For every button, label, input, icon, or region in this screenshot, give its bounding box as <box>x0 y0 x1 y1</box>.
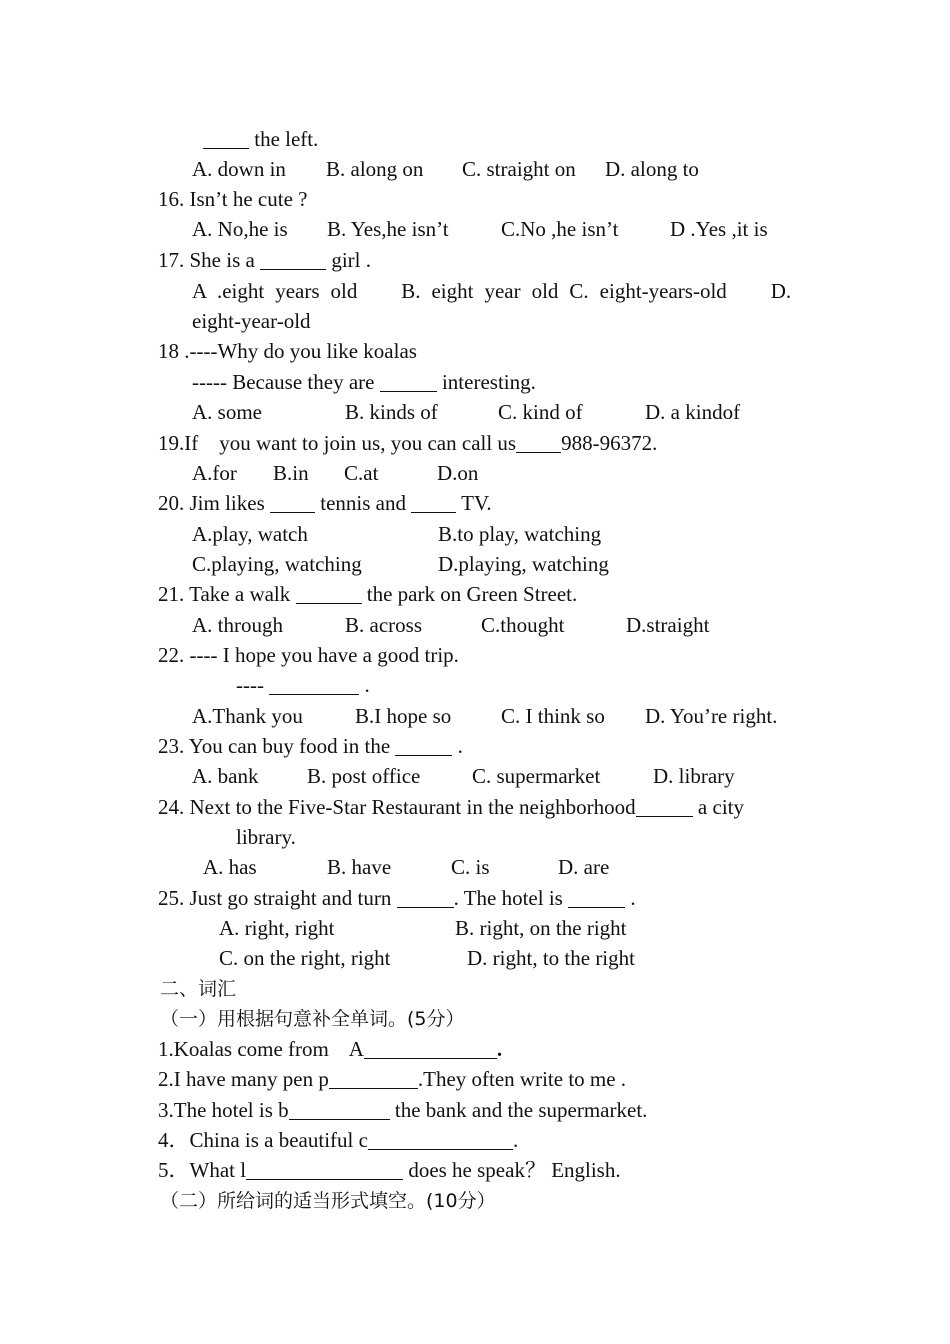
vocab-item-4 <box>158 1127 518 1153</box>
q24-stem-end: a city <box>692 795 744 819</box>
q16-option-a: A. No,he is <box>192 217 288 241</box>
q18-option-b: B. kinds of <box>345 400 438 424</box>
answer-blank[interactable] <box>364 1057 497 1059</box>
q20-stem <box>158 490 492 516</box>
answer-blank[interactable] <box>636 815 693 817</box>
vocab-item-3 <box>158 1097 647 1123</box>
vocab-item-end: the bank and the supermarket. <box>389 1098 648 1122</box>
q23-stem-end: . <box>452 734 463 758</box>
q17-option-d: D. <box>770 279 792 303</box>
q25-option-a: A. right, right <box>219 916 335 940</box>
vocab-item-text: 1.Koalas come from A <box>158 1037 364 1061</box>
q24-option-a: A. has <box>203 855 257 879</box>
q22-option-d: D. You’re right. <box>645 704 778 728</box>
q17-word: eight <box>431 279 474 303</box>
q19-stem-end: 988-96372. <box>561 431 658 455</box>
q23-stem-text: 23. You can buy food in the <box>158 734 396 758</box>
q17-word: old <box>531 279 559 303</box>
q18-option-a: A. some <box>192 400 262 424</box>
answer-blank[interactable] <box>260 268 326 270</box>
q19-stem <box>158 430 657 456</box>
q16-option-c: C.No ,he isn’t <box>501 217 619 241</box>
q25-option-b: B. right, on the right <box>455 916 627 940</box>
q20-option-b: B.to play, watching <box>438 522 602 546</box>
answer-blank[interactable] <box>289 1118 390 1120</box>
q20-stem-mid: tennis and <box>315 491 412 515</box>
answer-blank[interactable] <box>296 602 362 604</box>
q25-option-c: C. on the right, right <box>219 946 391 970</box>
q22-reply <box>236 672 370 698</box>
vocab-item-text: 2.I have many pen p <box>158 1067 329 1091</box>
answer-blank[interactable] <box>516 451 561 453</box>
q20-option-c: C.playing, watching <box>192 552 362 576</box>
q23-option-c: C. supermarket <box>472 764 601 788</box>
q17-option-c: C. <box>569 279 589 303</box>
q18-reply-end: interesting. <box>436 370 536 394</box>
q21-stem-end: the park on Green Street. <box>361 582 578 606</box>
vocab-item-1 <box>158 1036 502 1062</box>
q17-stem <box>158 247 371 273</box>
answer-blank[interactable] <box>568 906 625 908</box>
vocab-item-2 <box>158 1066 626 1092</box>
q18-option-d: D. a kindof <box>645 400 741 424</box>
section-heading: 二、词汇 <box>160 978 237 1000</box>
vocab-item-5 <box>158 1157 621 1183</box>
q21-option-b: B. across <box>345 613 422 637</box>
q15-tail: the left. <box>249 127 319 151</box>
q17-option-b: B. <box>401 279 421 303</box>
q21-stem-text: 21. Take a walk <box>158 582 296 606</box>
q18-reply <box>192 369 536 395</box>
q17-word: years <box>275 279 320 303</box>
q24-option-d: D. are <box>558 855 610 879</box>
answer-blank[interactable] <box>270 511 315 513</box>
q24-option-c: C. is <box>451 855 490 879</box>
q18-reply-text: ----- Because they are <box>192 370 380 394</box>
answer-blank[interactable] <box>246 1178 403 1180</box>
vocab-item-end: . <box>512 1128 519 1152</box>
q20-option-a: A.play, watch <box>192 522 308 546</box>
q22-reply-end: . <box>359 673 370 697</box>
q19-option-a: A.for <box>192 461 237 485</box>
vocab-item-end: .They often write to me . <box>417 1067 627 1091</box>
q21-option-d: D.straight <box>626 613 710 637</box>
vocab-item-text: 5．What l <box>158 1158 247 1182</box>
q15-option-d: D. along to <box>605 157 699 181</box>
answer-blank[interactable] <box>380 390 437 392</box>
q23-option-a: A. bank <box>192 764 259 788</box>
answer-blank[interactable] <box>329 1087 418 1089</box>
q24-stem-wrap: library. <box>236 825 296 849</box>
q17-options-line <box>192 278 791 304</box>
q16-option-b: B. Yes,he isn’t <box>327 217 449 241</box>
q21-stem <box>158 581 577 607</box>
q22-reply-text: ---- <box>236 673 270 697</box>
vocab-item-text: 3.The hotel is b <box>158 1098 289 1122</box>
q15-option-c: C. straight on <box>462 157 576 181</box>
q15-line <box>203 126 318 152</box>
q19-stem-text: 19.If you want to join us, you can call us <box>158 431 517 455</box>
part1-heading: （一）用根据句意补全单词。(5分） <box>160 1008 465 1030</box>
q20-stem-end: TV. <box>456 491 492 515</box>
q21-option-a: A. through <box>192 613 283 637</box>
q15-option-b: B. along on <box>326 157 424 181</box>
q22-option-c: C. I think so <box>501 704 605 728</box>
q17-stem-text: 17. She is a <box>158 248 261 272</box>
q25-stem-end: . <box>625 886 636 910</box>
q23-option-b: B. post office <box>307 764 421 788</box>
q20-stem-text: 20. Jim likes <box>158 491 271 515</box>
q17-word: eight-years-old <box>599 279 727 303</box>
q22-option-a: A.Thank you <box>192 704 303 728</box>
q18-stem: 18 .----Why do you like koalas <box>158 339 417 363</box>
vocab-item-text: 4．China is a beautiful c <box>158 1128 368 1152</box>
q25-stem <box>158 885 636 911</box>
q25-option-d: D. right, to the right <box>467 946 635 970</box>
q15-option-a: A. down in <box>192 157 286 181</box>
q24-option-b: B. have <box>327 855 392 879</box>
answer-blank[interactable] <box>397 906 454 908</box>
vocab-item-end: does he speak？ English. <box>403 1158 621 1182</box>
q17-word: year <box>484 279 521 303</box>
q25-stem-text: 25. Just go straight and turn <box>158 886 397 910</box>
q17-stem-text-end: girl . <box>326 248 371 272</box>
answer-blank[interactable] <box>269 693 359 695</box>
q16-option-d: D .Yes ,it is <box>670 217 768 241</box>
q22-stem: 22. ---- I hope you have a good trip. <box>158 643 459 667</box>
q24-stem-text: 24. Next to the Five-Star Restaurant in the neighborhood <box>158 795 636 819</box>
q25-stem-mid: . The hotel is <box>453 886 569 910</box>
q19-option-b: B.in <box>273 461 309 485</box>
answer-blank[interactable] <box>411 511 456 513</box>
q24-stem <box>158 794 744 820</box>
q20-option-d: D.playing, watching <box>438 552 609 576</box>
q17-option-d-text: eight-year-old <box>192 309 311 333</box>
q16-stem: 16. Isn’t he cute ? <box>158 187 308 211</box>
q17-option-a: A .eight <box>192 279 265 303</box>
q21-option-c: C.thought <box>481 613 565 637</box>
q18-option-c: C. kind of <box>498 400 583 424</box>
answer-blank[interactable] <box>395 754 452 756</box>
q22-option-b: B.I hope so <box>355 704 452 728</box>
q17-word: old <box>330 279 358 303</box>
q23-option-d: D. library <box>653 764 735 788</box>
q19-option-d: D.on <box>437 461 479 485</box>
part2-heading: （二）所给词的适当形式填空。(10分） <box>160 1190 496 1212</box>
answer-blank[interactable] <box>368 1148 513 1150</box>
q19-option-c: C.at <box>344 461 379 485</box>
vocab-item-end: . <box>496 1037 503 1061</box>
q23-stem <box>158 733 463 759</box>
answer-blank[interactable] <box>203 147 249 149</box>
